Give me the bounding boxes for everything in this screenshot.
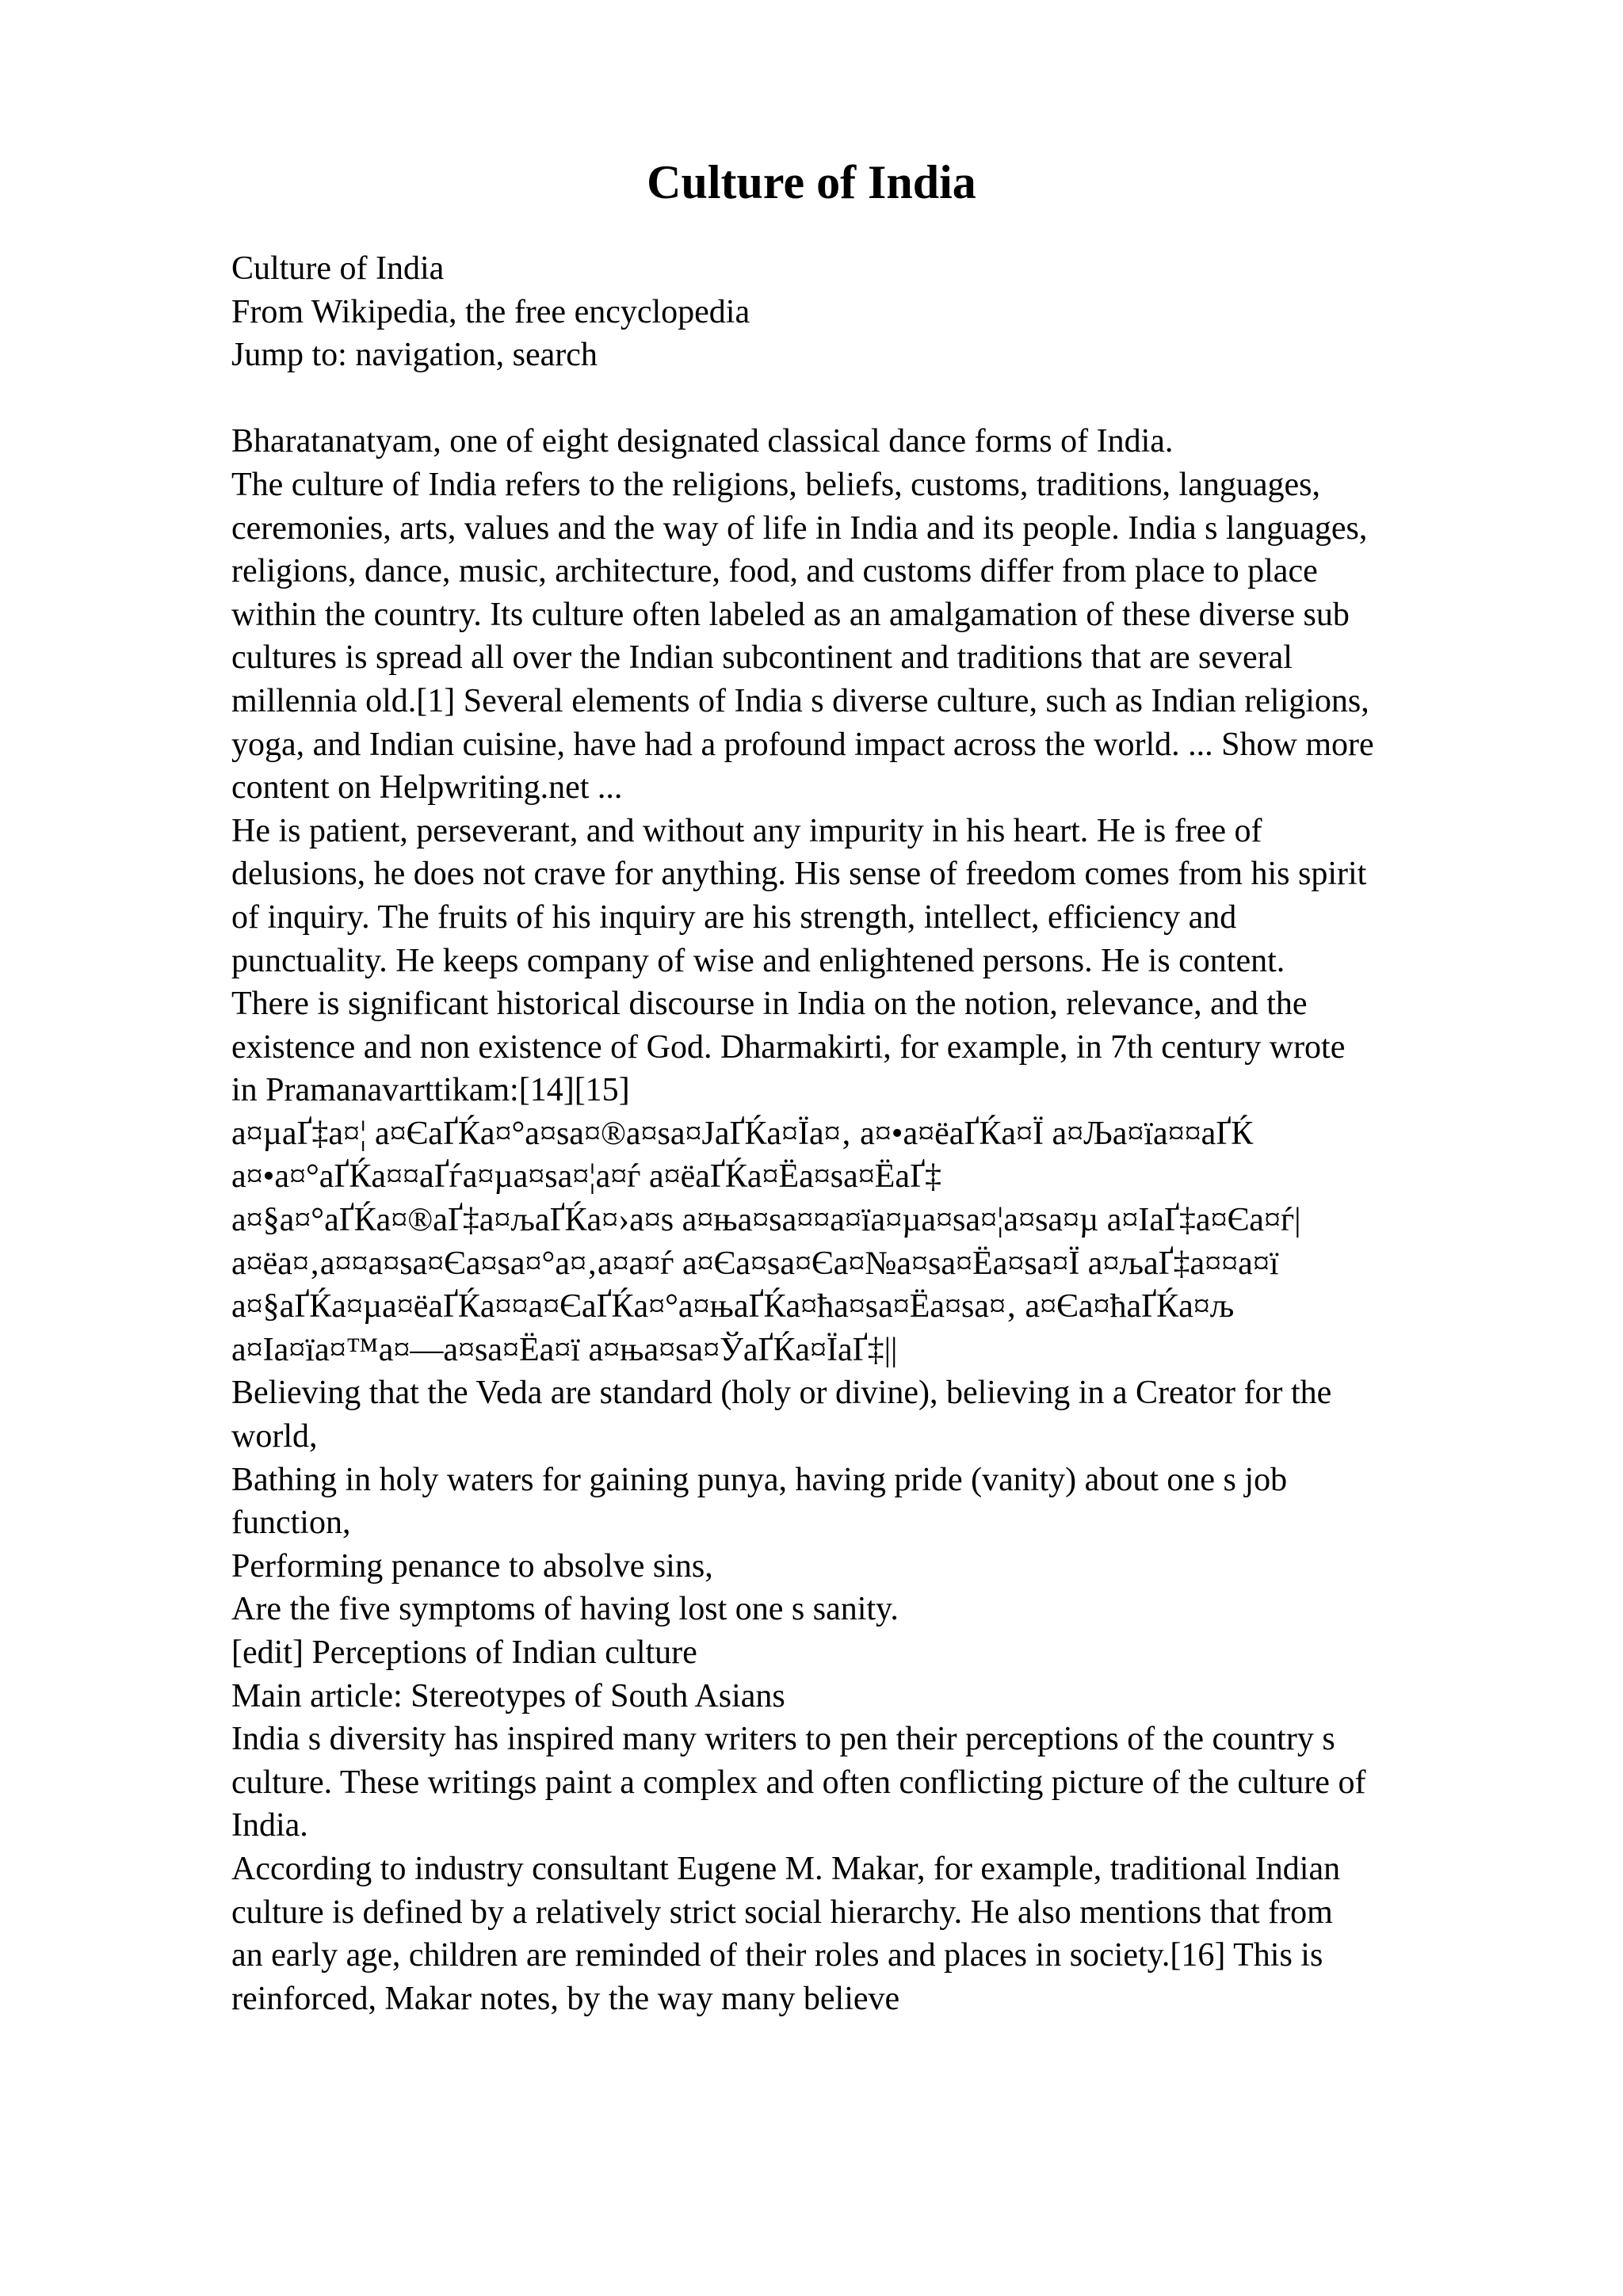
garbled-text-line: а¤Іа¤їа¤™а¤—а¤ѕа¤Ёа¤ї а¤ња¤ѕа¤ЎаҐЌа¤ЇаҐ‡|| xyxy=(231,1331,898,1368)
garbled-text-line: а¤§а¤°аҐЌа¤®аҐ‡а¤љаҐЌа¤›а¤ѕ а¤ња¤ѕа¤¤а¤їа¤µа¤ѕа¤¦а¤ѕа¤µ а¤ІаҐ‡а¤Єа¤ѓ| xyxy=(231,1202,1301,1239)
body-line: yoga, and Indian cuisine, have had a profound impact across the world. ... Show more xyxy=(231,726,1374,763)
body-line: of inquiry. The fruits of his inquiry are his strength, intellect, efficiency and xyxy=(231,898,1237,936)
header-line: Culture of India xyxy=(231,250,445,287)
body-line: culture is defined by a relatively strict social hierarchy. He also mentions that from xyxy=(231,1894,1333,1931)
body-line: Performing penance to absolve sins, xyxy=(231,1547,713,1585)
garbled-text-line: а¤•а¤°аҐЌа¤¤аҐѓа¤µа¤ѕа¤¦а¤ѓ а¤ёаҐЌа¤Ёа¤ѕа¤ЁаҐ‡ xyxy=(231,1158,941,1196)
document-body xyxy=(231,247,1531,2020)
main-article-line: Main article: Stereotypes of South Asians xyxy=(231,1677,785,1714)
blank-line xyxy=(231,377,1531,421)
body-line: delusions, he does not crave for anything. His sense of freedom comes from his spirit xyxy=(231,856,1367,893)
body-line: religions, dance, music, architecture, food, and customs differ from place to place xyxy=(231,553,1318,590)
body-line: an early age, children are reminded of their roles and places in society.[16] This is xyxy=(231,1937,1323,1974)
body-line: millennia old.[1] Several elements of India s diverse culture, such as Indian religions, xyxy=(231,682,1369,719)
body-line: culture. These writings paint a complex and often conflicting picture of the culture of xyxy=(231,1764,1366,1801)
body-line: function, xyxy=(231,1505,351,1542)
body-line: Bharatanatyam, one of eight designated classical dance forms of India. xyxy=(231,423,1174,460)
section-heading: [edit] Perceptions of Indian culture xyxy=(231,1634,697,1671)
body-line: According to industry consultant Eugene M. Makar, for example, traditional Indian xyxy=(231,1850,1341,1887)
body-line: India s diversity has inspired many writers to pen their perceptions of the country s xyxy=(231,1721,1335,1758)
body-line: content on Helpwriting.net ... xyxy=(231,769,623,807)
header-line: From Wikipedia, the free encyclopedia xyxy=(231,293,750,330)
body-line: The culture of India refers to the religions, beliefs, customs, traditions, languages, xyxy=(231,466,1320,503)
body-line: in Pramanavarttikam:[14][15] xyxy=(231,1072,630,1109)
body-line: world, xyxy=(231,1418,318,1455)
document-title: Culture of India xyxy=(647,156,976,208)
body-line: There is significant historical discourse in India on the notion, relevance, and the xyxy=(231,986,1308,1023)
body-line: He is patient, perseverant, and without any impurity in his heart. He is free of xyxy=(231,812,1262,849)
body-line: within the country. Its culture often labeled as an amalgamation of these diverse sub xyxy=(231,596,1350,633)
garbled-text-line: а¤ёа¤‚а¤¤а¤ѕа¤Єа¤ѕа¤°а¤‚а¤а¤ѓ а¤Єа¤ѕа¤Єа¤№а¤ѕа¤Ёа¤ѕа¤Ї а¤љаҐ‡а¤¤а¤ї xyxy=(231,1245,1279,1282)
body-line: cultures is spread all over the Indian subcontinent and traditions that are several xyxy=(231,639,1293,677)
body-line: reinforced, Makar notes, by the way many believe xyxy=(231,1980,900,2017)
body-line: Bathing in holy waters for gaining punya, having pride (vanity) about one s job xyxy=(231,1461,1288,1498)
garbled-text-line: а¤§аҐЌа¤µа¤ёаҐЌа¤¤а¤ЄаҐЌа¤°а¤њаҐЌа¤ћа¤ѕа¤Ёа¤ѕа¤‚ а¤Єа¤ћаҐЌа¤љ xyxy=(231,1288,1235,1325)
body-line: ceremonies, arts, values and the way of life in India and its people. India s languages, xyxy=(231,509,1368,547)
body-line: Believing that the Veda are standard (holy or divine), believing in a Creator for the xyxy=(231,1375,1332,1412)
body-line: Are the five symptoms of having lost one s sanity. xyxy=(231,1591,899,1628)
garbled-text-line: а¤µаҐ‡а¤¦ а¤ЄаҐЌа¤°а¤ѕа¤®а¤ѕа¤JаҐЌа¤Їа¤‚ а¤•а¤ёаҐЌа¤Ї а¤Ља¤їа¤¤аҐЌ xyxy=(231,1115,1254,1152)
body-line: punctuality. He keeps company of wise and enlightened persons. He is content. xyxy=(231,942,1285,979)
body-line: existence and non existence of God. Dharmakirti, for example, in 7th century wrote xyxy=(231,1028,1346,1066)
body-line: India. xyxy=(231,1807,308,1844)
header-line: Jump to: navigation, search xyxy=(231,337,598,374)
